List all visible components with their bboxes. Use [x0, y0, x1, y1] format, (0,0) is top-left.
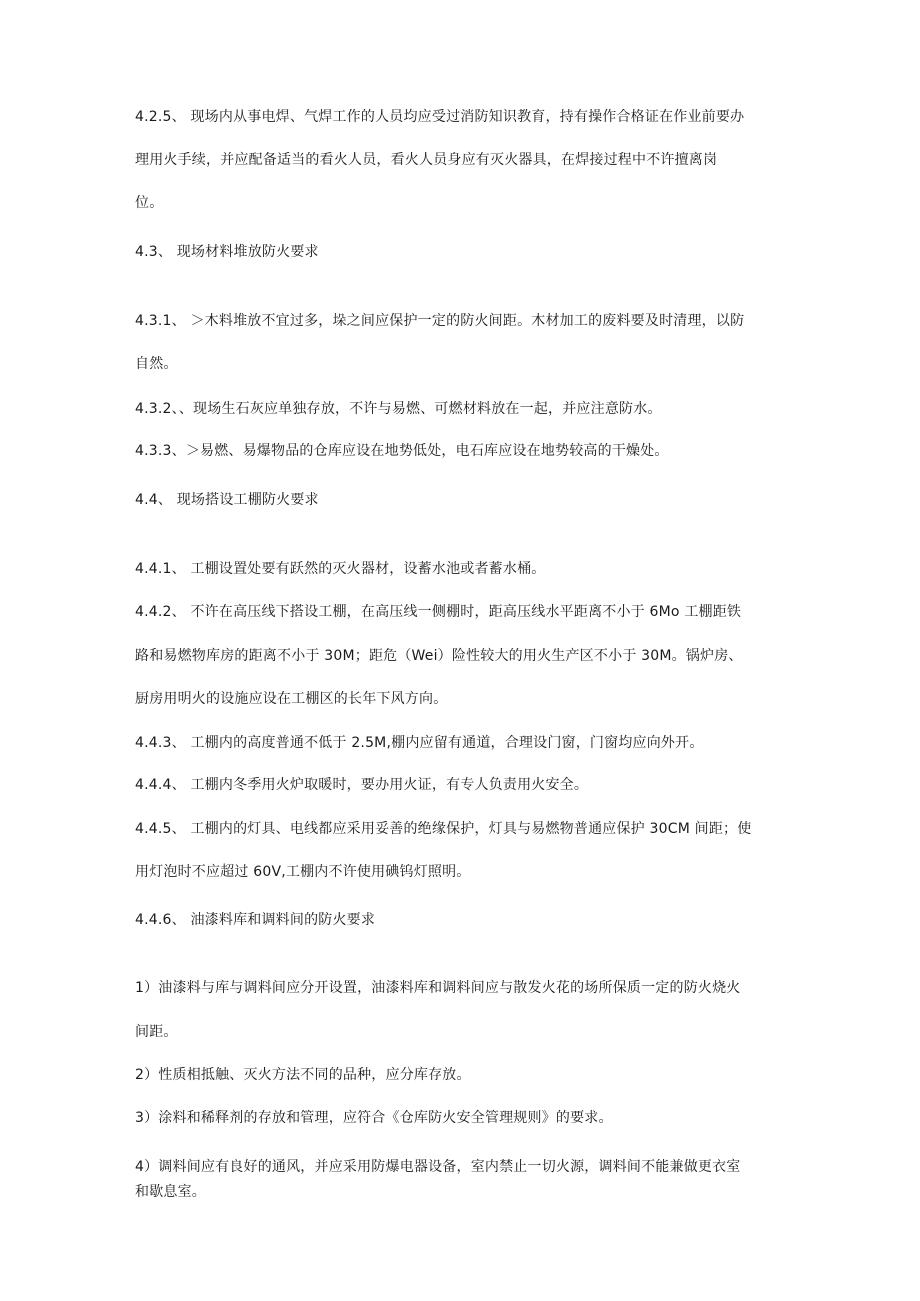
list-item-1-part-1: 1）油漆料与库与调料间应分开设置，油漆料库和调料间应与散发火花的场所保质一定的防火烧火	[135, 980, 741, 996]
text-line-4-3-1-part-2: 自然。	[135, 356, 178, 372]
text-line-4-2-5-part-3: 位。	[135, 195, 164, 211]
text-line-4-3-3: 4.3.3、＞易燃、易爆物品的仓库应设在地势低处，电石库应设在地势较高的干燥处。	[135, 443, 669, 459]
list-item-4-part-2: 和歇息室。	[135, 1184, 206, 1200]
list-item-1-part-2: 间距。	[135, 1024, 178, 1040]
list-item-3: 3）涂料和稀释剂的存放和管理，应符合《仓库防火安全管理规则》的要求。	[135, 1110, 613, 1126]
heading-4-4-6: 4.4.6、 油漆料库和调料间的防火要求	[135, 912, 376, 928]
heading-4-4: 4.4、 现场搭设工棚防火要求	[135, 492, 319, 508]
text-line-4-4-2-part-2: 路和易燃物库房的距离不小于 30M；距危（Wei）险性较大的用火生产区不小于 30M。锅炉房、	[135, 648, 743, 664]
text-line-4-4-2-part-3: 厨房用明火的设施应设在工棚区的长年下风方向。	[135, 691, 448, 707]
text-line-4-4-5-part-1: 4.4.5、 工棚内的灯具、电线都应采用妥善的绝缘保护，灯具与易燃物普通应保护 30CM 间距；使	[135, 821, 752, 837]
text-line-4-4-4: 4.4.4、 工棚内冬季用火炉取暖时，要办用火证，有专人负责用火安全。	[135, 777, 589, 793]
text-line-4-4-2-part-1: 4.4.2、 不许在高压线下搭设工棚，在高压线一侧棚时，距高压线水平距离不小于 6Mo 工棚距铁	[135, 604, 742, 620]
text-line-4-4-5-part-2: 用灯泡时不应超过 60V,工棚内不许使用碘钨灯照明。	[135, 864, 471, 880]
list-item-2: 2）性质相抵触、灭火方法不同的品种，应分库存放。	[135, 1067, 471, 1083]
text-line-4-4-1: 4.4.1、 工棚设置处要有跃然的灭火器材，设蓄水池或者蓄水桶。	[135, 561, 546, 577]
text-line-4-3-1-part-1: 4.3.1、 ＞木料堆放不宜过多，垛之间应保护一定的防火间距。木材加工的废料要及时清理，以防	[135, 313, 745, 329]
text-line-4-4-3: 4.4.3、 工棚内的高度普通不低于 2.5M,棚内应留有通道，合理设门窗，门窗均应向外开。	[135, 735, 704, 751]
text-line-4-3-2: 4.3.2、、现场生石灰应单独存放，不许与易燃、可燃材料放在一起，并应注意防水。	[135, 401, 662, 417]
list-item-4-part-1: 4）调料间应有良好的通风，并应采用防爆电器设备，室内禁止一切火源，调料间不能兼做更衣室	[135, 1159, 741, 1175]
text-line-4-2-5-part-2: 理用火手续，并应配备适当的看火人员，看火人员身应有灭火器具，在焊接过程中不许擅离岗	[135, 152, 718, 168]
text-line-4-2-5-part-1: 4.2.5、 现场内从事电焊、气焊工作的人员均应受过消防知识教育，持有操作合格证在作业前要办	[135, 109, 745, 125]
heading-4-3: 4.3、 现场材料堆放防火要求	[135, 244, 319, 260]
